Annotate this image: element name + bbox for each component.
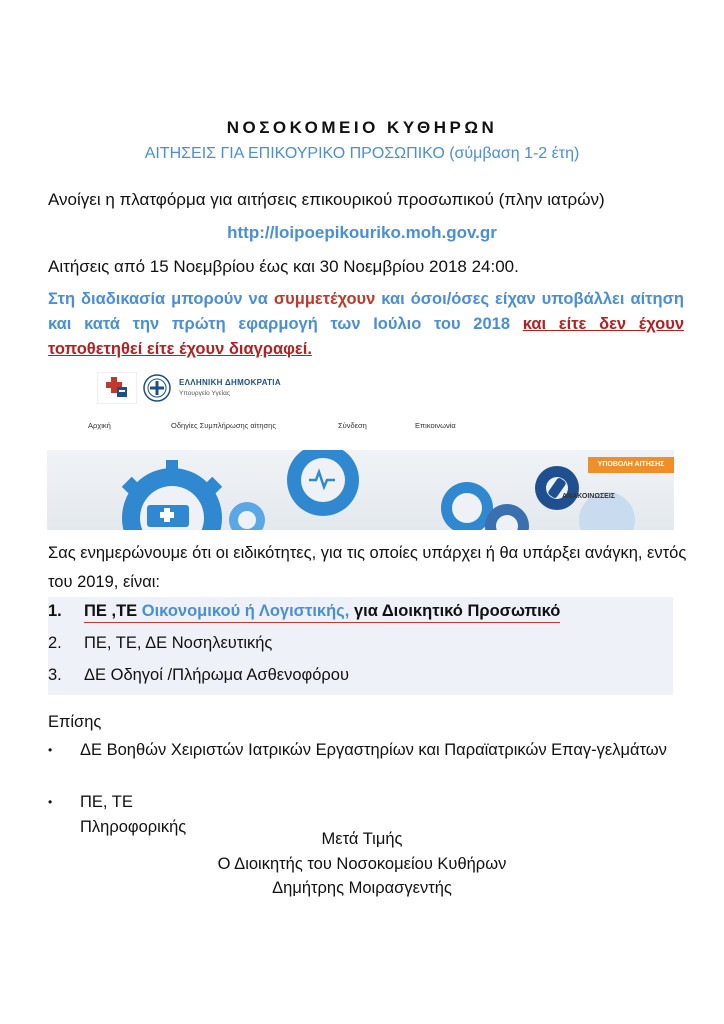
list-number: 1.	[48, 602, 62, 620]
bullet-dot-icon: •	[48, 795, 53, 809]
greek-emblem-icon	[143, 374, 171, 402]
nav-login[interactable]: Σύνδεση	[338, 421, 367, 430]
nav-home[interactable]: Αρχική	[88, 421, 111, 430]
participation-highlight: συμμετέχουν	[273, 290, 376, 308]
specialties-list	[48, 597, 673, 695]
announcements-heading: ΑΝΑΚΟΙΝΩΣΕΙΣ	[562, 493, 615, 500]
participation-underlined: και είτε δεν έχουν τοποθετηθεί είτε έχουν διαγραφεί.	[48, 315, 684, 358]
item1-highlight: Οικονομικού ή Λογιστικής,	[141, 602, 350, 620]
nav-contact[interactable]: Επικοινωνία	[415, 421, 456, 430]
nav-instructions[interactable]: Οδηγίες Συμπλήρωσης αίτησης	[171, 421, 276, 430]
list-text: ΔΕ Οδηγοί /Πλήρωμα Ασθενοφόρου	[84, 666, 350, 684]
intro-text: Ανοίγει η πλατφόρμα για αιτήσεις επικουρικού προσωπικού (πλην ιατρών)	[48, 190, 605, 209]
list-number: 3.	[48, 666, 62, 684]
closing-regards: Μετά Τιμής	[321, 830, 403, 848]
subtitle-main: ΑΙΤΗΣΕΙΣ ΓΙΑ ΕΠΙΚΟΥΡΙΚΟ ΠΡΟΣΩΠΙΚΟ	[144, 145, 445, 162]
gov-name: ΕΛΛΗΝΙΚΗ ΔΗΜΟΚΡΑΤΙΑ	[179, 378, 281, 387]
specialties-intro: Σας ενημερώνουμε ότι οι ειδικότητες, για τις οποίες υπάρχει ή θα υπάρξει ανάγκη, εντός του 2019, είναι:	[48, 544, 687, 591]
list-text: ΠΕ, ΤΕ, ΔΕ Νοσηλευτικής	[84, 634, 273, 652]
bullet-text: ΔΕ Βοηθών Χειριστών Ιατρικών Εργαστηρίων και Παραϊατρικών Επαγ-γελμάτων	[80, 741, 667, 759]
item1-prefix: ΠΕ ,ΤΕ	[84, 602, 142, 620]
item1-suffix: για Διοικητικό Προσωπικό	[349, 602, 561, 620]
platform-link[interactable]: http://loipoepikouriko.moh.gov.gr	[227, 223, 497, 242]
gov-ministry: Υπουργείο Υγείας	[179, 390, 230, 397]
bullet-text: ΠΕ, ΤΕ Πληροφορικής	[80, 793, 187, 836]
gears-illustration-icon	[47, 450, 674, 530]
also-heading: Επίσης	[48, 713, 102, 731]
list-text	[84, 602, 560, 623]
banner-header	[47, 368, 674, 450]
participation-paragraph	[48, 287, 684, 362]
submit-application-button[interactable]: ΥΠΟΒΟΛΗ ΑΙΤΗΣΗΣ	[588, 457, 674, 473]
participation-part1: Στη διαδικασία μπορούν να	[48, 290, 274, 308]
hospital-title: ΝΟΣΟΚΟΜΕΙΟ ΚΥΘΗΡΩΝ	[226, 118, 498, 137]
subtitle	[0, 145, 724, 163]
participation-part3: και όσοι/όσες είχαν υποβάλλει αίτηση και κατά την πρώτη εφαρμογή των Ιούλιο του 2018	[48, 290, 684, 333]
subtitle-note: (σύμβαση 1-2 έτη)	[449, 145, 580, 162]
list-number: 2.	[48, 634, 62, 652]
application-dates: Αιτήσεις από 15 Νοεμβρίου έως και 30 Νοεμβρίου 2018 24:00.	[48, 257, 519, 276]
ministry-cross-logo-icon	[97, 372, 137, 404]
closing-name: Δημήτρης Μοιρασγεντής	[272, 879, 452, 897]
bullet-dot-icon: •	[48, 743, 53, 757]
platform-screenshot-banner	[47, 368, 674, 530]
closing-role: Ο Διοικητής του Νοσοκομείου Κυθήρων	[217, 855, 507, 873]
